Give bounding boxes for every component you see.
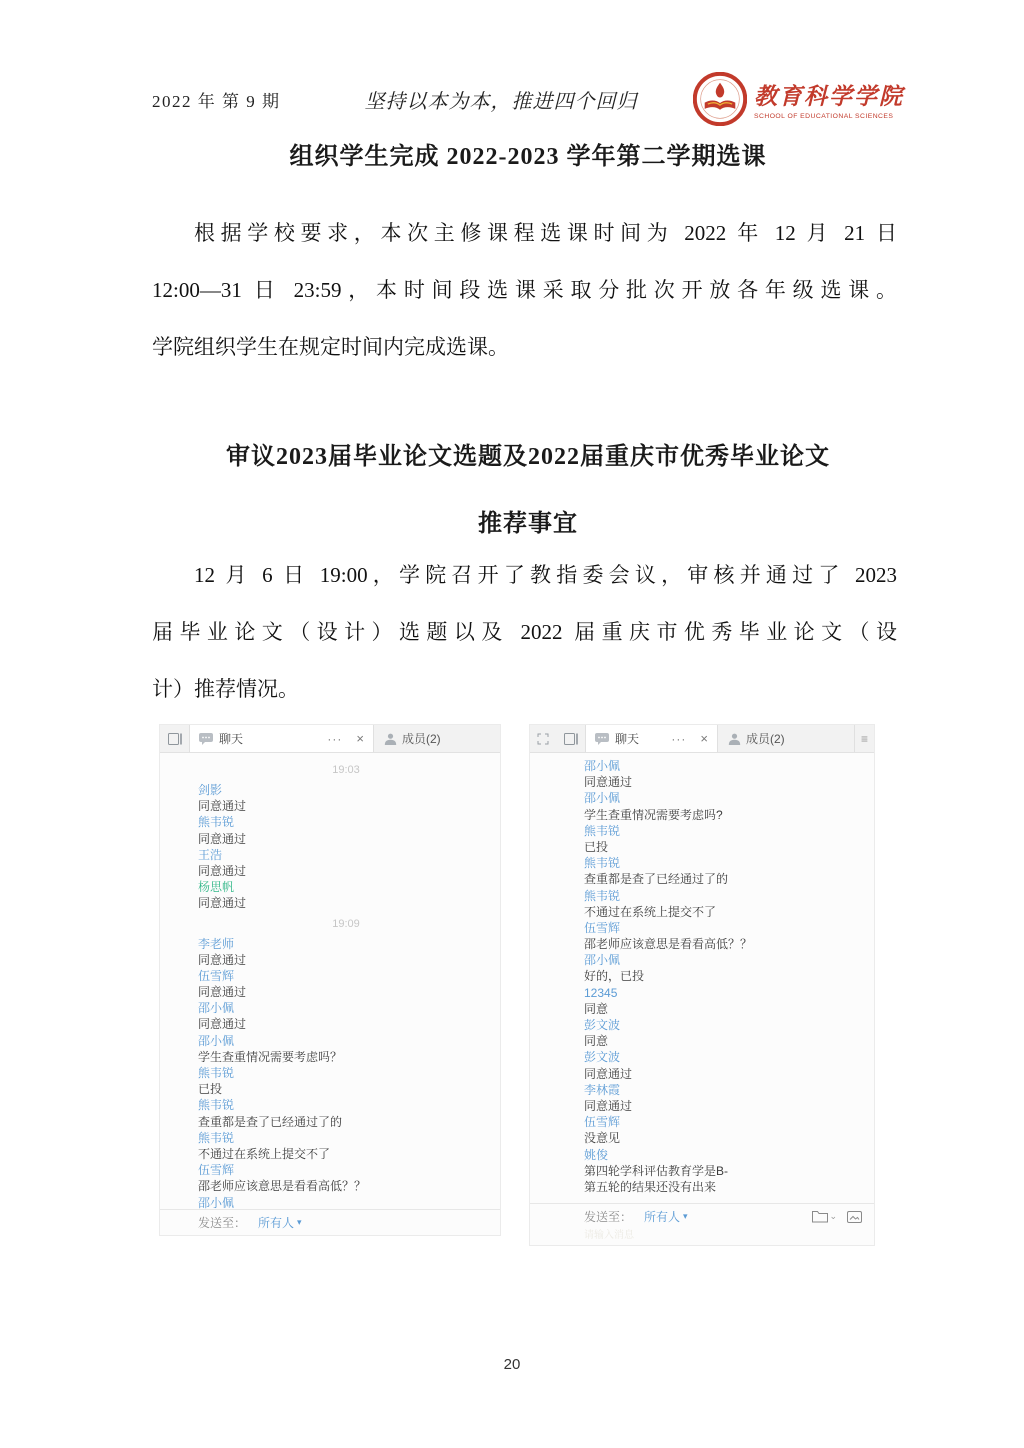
school-emblem-icon: [693, 72, 747, 126]
close-button[interactable]: ×: [700, 731, 708, 746]
tab-members[interactable]: [374, 725, 451, 752]
panel-toggle-icon: [168, 733, 182, 745]
chat-window-left: [159, 724, 501, 1236]
paragraph-line: 届毕业论文（设计）选题以及 2022 届重庆市优秀毕业论文（设: [152, 620, 897, 644]
chevron-down-icon: ▾: [683, 1211, 688, 1221]
chat-sender-name: 熊韦锐: [584, 856, 621, 871]
close-button[interactable]: ×: [356, 731, 364, 746]
chat-sender-name: 12345: [584, 985, 618, 1000]
chat-message-text: 同意通过: [198, 1017, 247, 1032]
chat-message-text: 同意通过: [584, 1098, 633, 1113]
folder-button[interactable]: [812, 1210, 837, 1223]
panel-toggle-button[interactable]: [556, 725, 586, 752]
chat-timestamp: 19:09: [332, 917, 360, 930]
chat-sender-name: 熊韦锐: [198, 1098, 235, 1113]
chat-message-text: 同意: [584, 1034, 609, 1049]
tab-chat[interactable]: [586, 725, 718, 752]
chat-footer: [160, 1209, 500, 1235]
folder-icon: [812, 1210, 828, 1223]
chat-sender-name: 熊韦锐: [198, 1130, 235, 1145]
chat-window-right: [529, 724, 875, 1246]
screenshot-button[interactable]: [847, 1211, 862, 1223]
chat-message-text: 同意通过: [584, 1066, 633, 1081]
send-to-label: 发送至：: [198, 1216, 247, 1230]
paragraph-line: 计）推荐情况。: [152, 677, 299, 701]
chat-message-text: 查重都是查了已经通过了的: [198, 1114, 343, 1129]
header-slogan: 坚持以本为本，推进四个回归: [364, 90, 638, 113]
article1-body: [152, 205, 897, 376]
chat-footer: [530, 1203, 874, 1229]
chat-message-text: 学生查重情况需要考虑吗?: [584, 807, 723, 822]
tab-chat[interactable]: [190, 725, 374, 752]
chat-bubble-icon: [199, 733, 213, 745]
members-icon: [728, 733, 741, 745]
chat-message-text: 邵老师应该意思是看看高低？？: [198, 1179, 367, 1194]
chat-sender-name: 熊韦锐: [584, 888, 621, 903]
paragraph-line: 12 月 6 日 19:00，学院召开了教指委会议，审核并通过了 2023: [194, 563, 897, 587]
chat-message-text: 同意通过: [198, 863, 247, 878]
article2-title-line1: 审议2023届毕业论文选题及2022届重庆市优秀毕业论文: [226, 444, 830, 470]
chat-sender-name: 伍雪辉: [584, 920, 621, 935]
send-to-label: 发送至：: [584, 1210, 633, 1224]
footer-icons: [812, 1210, 862, 1223]
chat-sender-name: 伍雪辉: [584, 1115, 621, 1130]
message-input-placeholder[interactable]: 请输入消息: [584, 1230, 634, 1241]
send-to-dropdown[interactable]: [644, 1208, 688, 1225]
tab-members[interactable]: [718, 725, 795, 752]
chat-message-text: 第五轮的结果还没有出来: [584, 1179, 717, 1194]
tab-chat-label: 聊天: [219, 732, 244, 746]
chat-message-text: 第四轮学科评估教育学是B-: [584, 1163, 729, 1178]
chat-sender-name: 王浩: [198, 847, 223, 862]
panel-toggle-icon: [564, 733, 578, 745]
article2-body: [152, 547, 897, 718]
chevron-down-icon: ▾: [297, 1217, 302, 1227]
chat-message-text: 同意通过: [584, 775, 633, 790]
chat-sender-name: 邵小佩: [198, 1001, 235, 1016]
chat-message-text: 同意通过: [198, 985, 247, 1000]
chat-sender-name: 李林霞: [584, 1082, 621, 1097]
titlebar-spacer: [795, 725, 854, 752]
paragraph-line: 根据学校要求，本次主修课程选课时间为 2022 年 12 月 21 日: [194, 221, 897, 245]
paragraph-line: 学院组织学生在规定时间内完成选课。: [152, 335, 509, 359]
chat-sender-name: 李老师: [198, 936, 235, 951]
chat-sender-name: 邵小佩: [198, 1195, 235, 1209]
chat-message-text: 同意通过: [198, 799, 247, 814]
hamburger-menu-icon[interactable]: ≡: [854, 725, 874, 752]
chat-sender-name: 杨思帆: [198, 880, 235, 895]
tab-members-label: 成员(2): [746, 732, 785, 746]
send-to-value: 所有人: [258, 1216, 295, 1230]
chat-message-text: 不通过在系统上提交不了: [584, 904, 717, 919]
chat-sender-name: 剑影: [198, 783, 223, 797]
chat-sender-name: 熊韦锐: [584, 823, 621, 838]
more-button[interactable]: ···: [327, 731, 343, 746]
school-logo: [693, 72, 904, 126]
paragraph-line: 12:00—31 日 23:59，本时间段选课采取分批次开放各年级选课。: [152, 278, 897, 302]
send-to-value: 所有人: [644, 1210, 681, 1224]
chat-sender-name: 邵小佩: [584, 791, 621, 806]
panel-toggle-button[interactable]: [160, 725, 190, 752]
chat-message-text: 好的，已投: [584, 969, 645, 984]
chat-message-text: 同意通过: [198, 831, 247, 846]
members-icon: [384, 733, 397, 745]
school-name-en: SCHOOL OF EDUCATIONAL SCIENCES: [754, 113, 894, 120]
chat-sender-name: 熊韦锐: [198, 1066, 235, 1080]
expand-button[interactable]: [530, 725, 556, 752]
page-number: 20: [503, 1356, 521, 1373]
chat-sender-name: 伍雪辉: [198, 968, 235, 983]
issue-label: 2022 年 第 9 期: [152, 91, 281, 111]
send-to-dropdown[interactable]: [258, 1214, 302, 1231]
chat-message-list: [160, 753, 500, 1209]
chat-sender-name: 伍雪辉: [198, 1163, 235, 1178]
school-name-cn: 教育科学学院: [754, 84, 904, 109]
article1-title: 组织学生完成 2022-2023 学年第二学期选课: [289, 144, 767, 170]
chat-message-text: 不通过在系统上提交不了: [198, 1146, 331, 1161]
chat-sender-name: 彭文波: [584, 1050, 621, 1065]
chat-message-text: 已投: [198, 1082, 223, 1097]
chat-sender-name: 姚俊: [584, 1147, 609, 1162]
chat-message-text: 没意见: [584, 1131, 621, 1146]
chat-sender-name: 熊韦锐: [198, 815, 235, 830]
more-button[interactable]: ···: [671, 731, 687, 746]
titlebar-spacer: [451, 725, 500, 752]
article2-title-line2: 推荐事宜: [478, 511, 578, 537]
chat-message-text: 同意通过: [198, 896, 247, 911]
chat-message-text: 已投: [584, 839, 609, 854]
chat-bubble-icon: [595, 733, 609, 745]
chat-timestamp: 19:03: [332, 764, 360, 776]
chat-message-list: [530, 753, 874, 1203]
chat-sender-name: 邵小佩: [198, 1033, 235, 1048]
folder-caret-icon: ⌄: [829, 1211, 837, 1221]
chat-message-text: 邵老师应该意思是看看高低？？: [584, 937, 753, 952]
chat-titlebar: [160, 725, 500, 753]
chat-message-text: 学生查重情况需要考虑吗？: [198, 1049, 343, 1064]
chat-sender-name: 邵小佩: [584, 759, 621, 773]
document-header: [152, 66, 904, 132]
tab-members-label: 成员(2): [402, 732, 441, 746]
article2-title: [152, 424, 904, 558]
chat-sender-name: 邵小佩: [584, 953, 621, 968]
tab-chat-label: 聊天: [615, 732, 640, 746]
chat-titlebar: [530, 725, 874, 753]
chat-sender-name: 彭文波: [584, 1018, 621, 1032]
chat-message-text: 同意: [584, 1001, 609, 1016]
chat-message-text: 查重都是查了已经通过了的: [584, 872, 729, 887]
chat-message-text: 同意通过: [198, 952, 247, 967]
expand-icon: [537, 733, 549, 745]
